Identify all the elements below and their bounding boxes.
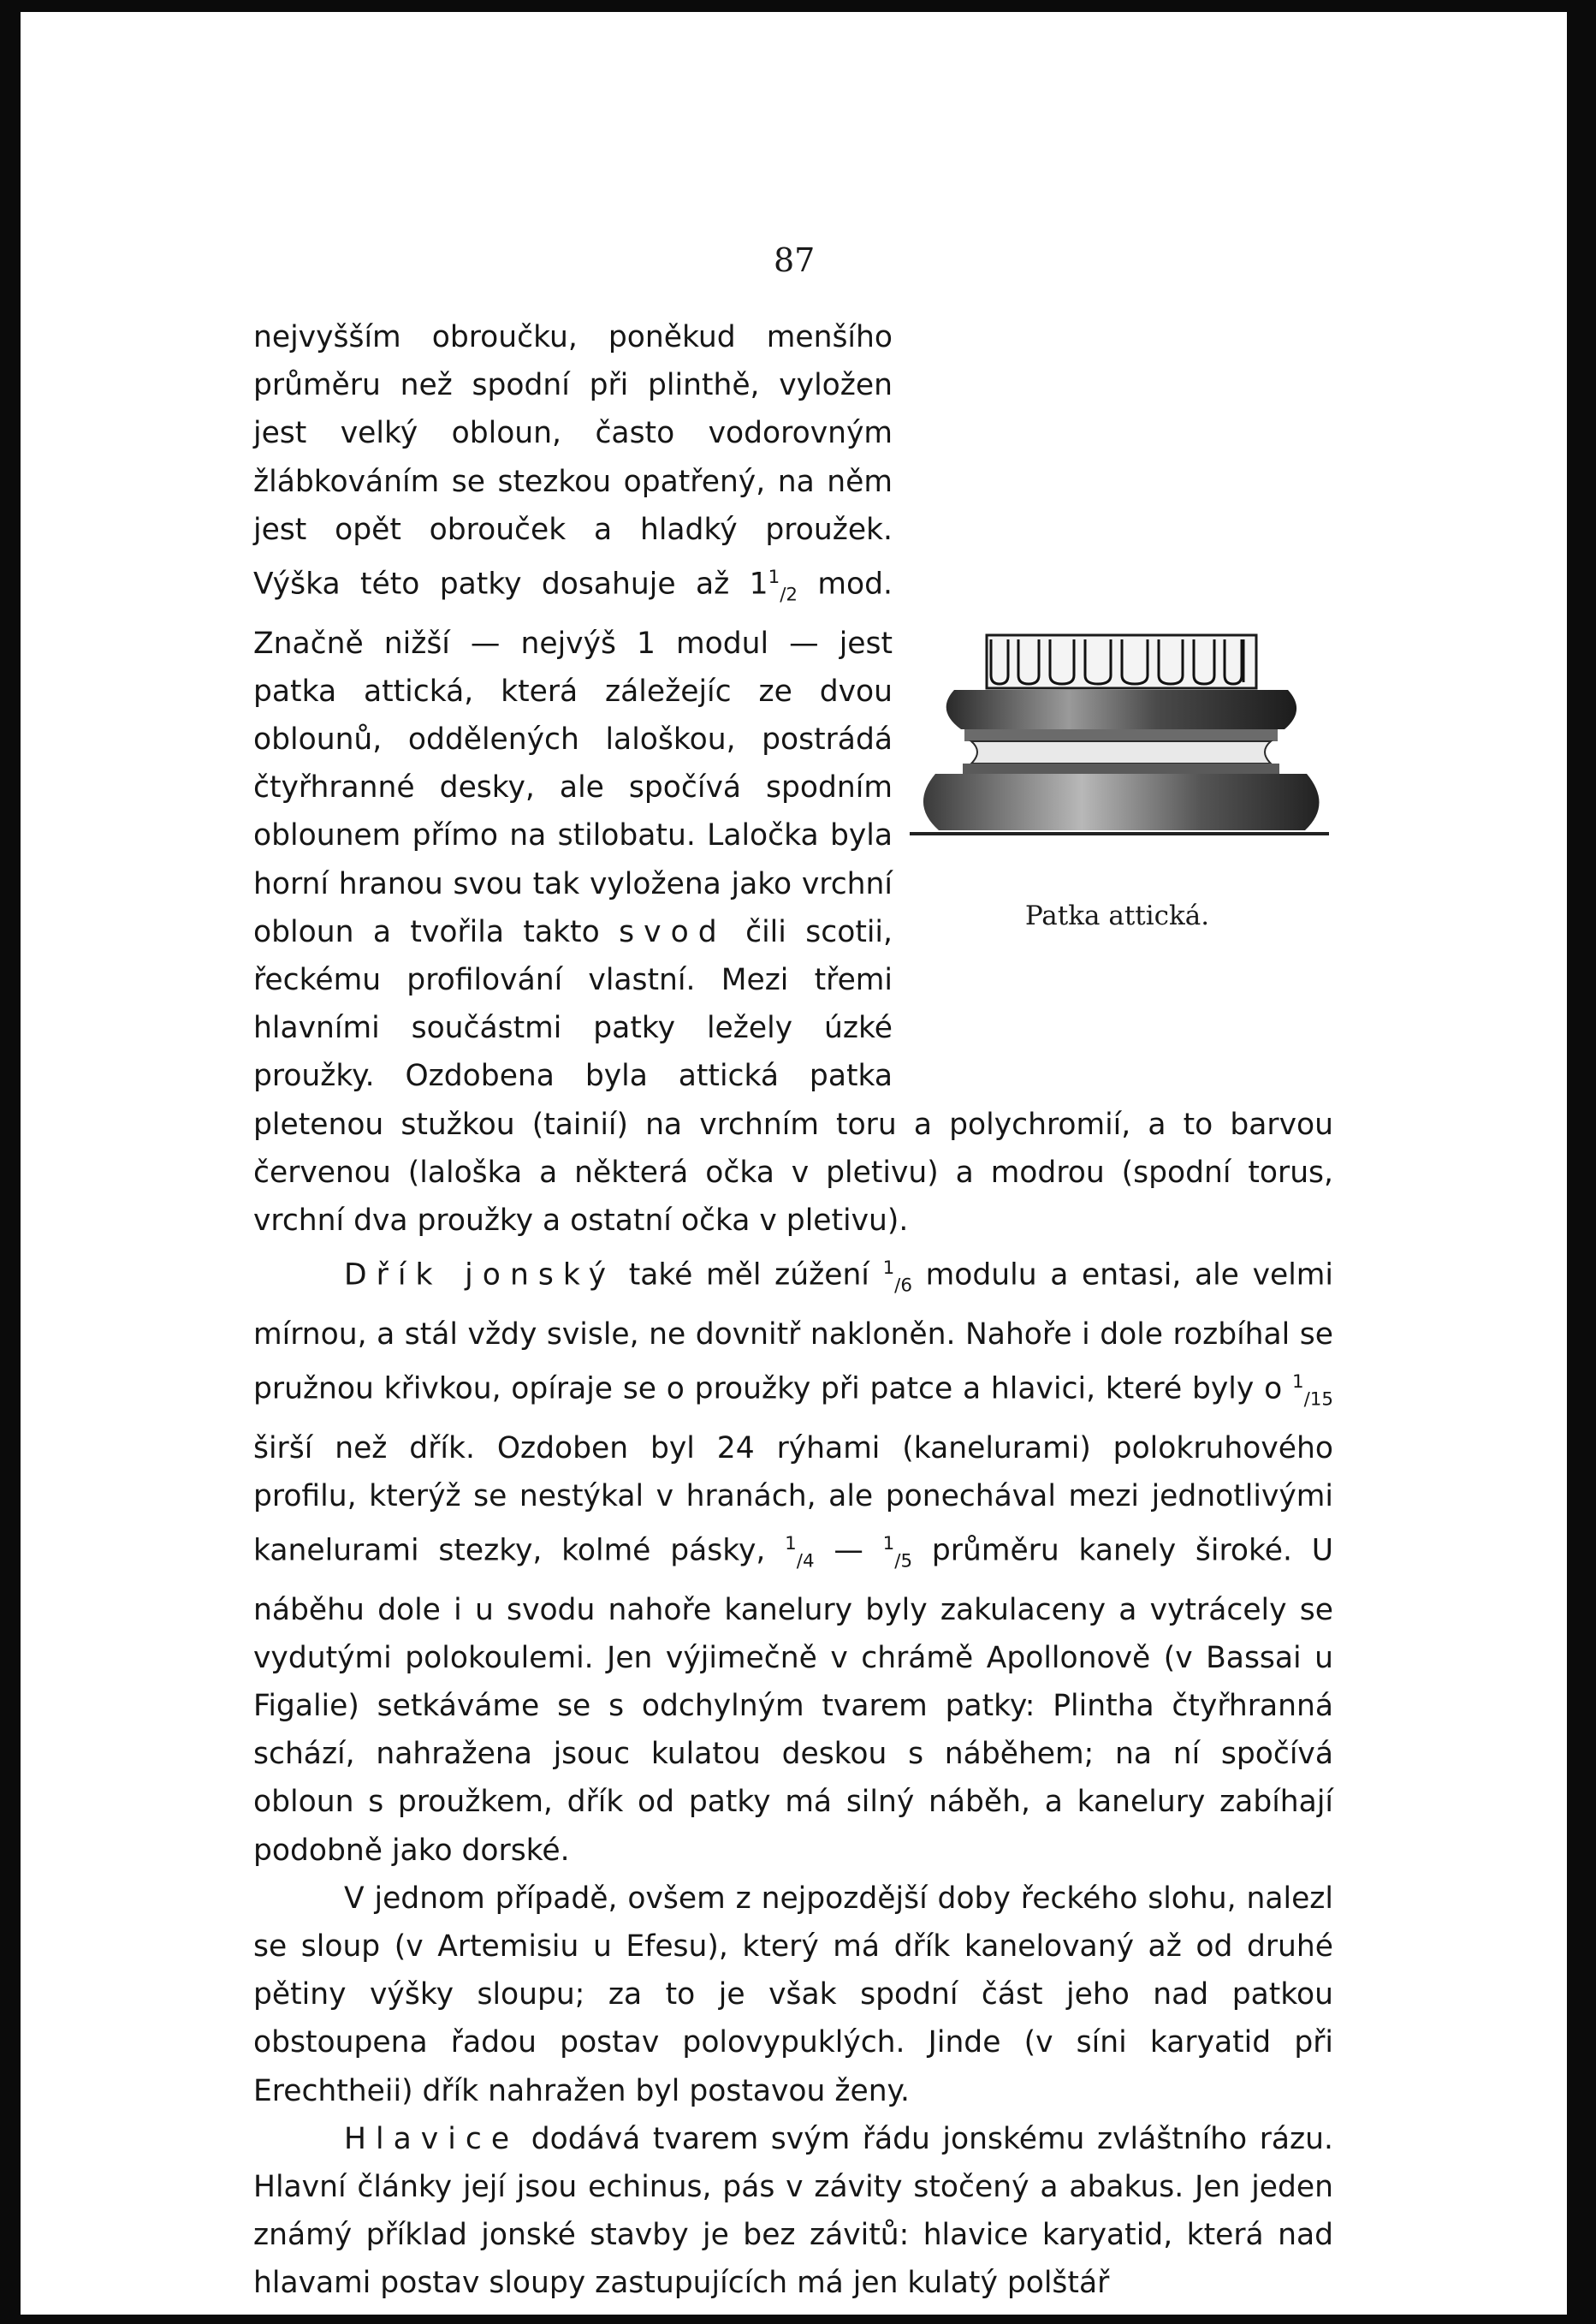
paragraph-3: V jednom případě, ovšem z nejpozdější doby řeckého slohu, nalezl se sloup (v Artemisiu u Efesu), který má dřík kanelovaný až od druhé pětiny výšky sloupu; za to je však spodní část jeho nad patkou obstoupena řadou postav polovypuklých. Jinde (v síni karyatid při Erechtheii) dřík nahražen byl postavou ženy. xyxy=(253,1881,1333,2108)
figure-attic-base xyxy=(901,601,1333,1080)
page-number: 87 xyxy=(774,241,816,279)
book-page xyxy=(21,12,1567,2315)
figure-caption: Patka attická. xyxy=(1024,900,1210,931)
attic-base-illustration xyxy=(901,601,1333,858)
paragraph-2: Dřík jonský také měl zúžení $^1_{/6}$ modulu a entasi, ale velmi mírnou, a stál vždy svisle, ne dovnitř nakloněn. Nahoře i dole rozbíhal se pružnou křivkou, opíraje se o proužky při patce a hlavici, které byly o $^1_{/15}$ širší než dřík. Ozdoben byl 24 rýhami (kanelurami) polokruhového profilu, kterýž se nestýkal v hranách, ale ponechával mezi jednotlivými kanelurami stezky, kolmé pásky, $^1_{/4}$ — $^1_{/5}$ průměru kanely široké. U náběhu dole i u svodu nahoře kanelury byly zakulaceny a vytrácely se vydutými polokoulemi. Jen výjimečně v chrámě Apollonově (v Bassai u Figalie) setkáváme se s odchylným tvarem patky: Plintha čtyřhranná schází, nahražena jsouc kulatou deskou s náběhem; na ní spočívá obloun s proužkem, dřík od patky má silný náběh, a kanelury zabíhají podobně jako dorské. xyxy=(253,1257,1333,1868)
paragraph-4: Hlavice dodává tvarem svým řádu jonskému zvláštního rázu. Hlavní články její jsou echinus, pás v závity stočený a abakus. Jen jeden známý příklad jonské stavby je bez závitů: hlavice karyatid, která nad hlavami postav sloupy zastupujících má jen kulatý polštář xyxy=(253,2121,1333,2301)
body-text xyxy=(253,313,1333,2308)
paragraph-1: Patka attická. nejvyšším obroučku, poněkud menšího průměru než spodní při plinthě, vyložen jest velký obloun, často vodorovným žlábkováním se stezkou opatřený, na něm jest opět obrouček a hladký proužek. Výška této patky dosahuje až $1^1_{/2}$ mod. Značně nižší — nejvýš 1 modul — jest patka attická, která záležejíc ze dvou oblounů, oddělených laloškou, postrádá čtyřhranné desky, ale spočívá spodním oblounem přímo na stilobatu. Laločka byla horní hranou svou tak vyložena jako vrchní obloun a tvořila takto svod čili scotii, řeckému profilování vlastní. Mezi třemi hlavními součástmi patky ležely úzké proužky. Ozdobena byla attická patka pletenou stužkou (tainií) na vrchním toru a polychromií, a to barvou červenou (laloška a některá očka v pletivu) a modrou (spodní torus, vrchní dva proužky a ostatní očka v pletivu). xyxy=(253,320,1333,1239)
